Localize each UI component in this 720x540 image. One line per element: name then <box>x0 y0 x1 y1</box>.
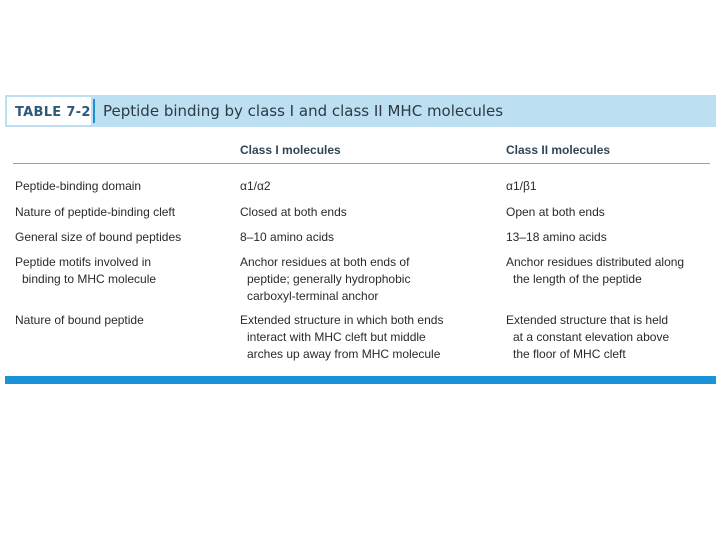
table-bottom-bar <box>5 376 716 384</box>
cell-line: Anchor residues at both ends of <box>240 255 410 269</box>
column-header-class-i: Class I molecules <box>240 143 341 157</box>
table-title: Peptide binding by class I and class II MHC molecules <box>103 102 504 120</box>
table-title-bar <box>5 95 716 127</box>
row-4-class-i <box>240 254 410 305</box>
row-2-class-i <box>240 204 347 221</box>
cell-line: Closed at both ends <box>240 205 347 219</box>
row-3-class-ii <box>506 229 607 246</box>
title-divider <box>93 99 95 123</box>
cell-line: α1/α2 <box>240 179 271 193</box>
cell-line: Open at both ends <box>506 205 605 219</box>
row-1-class-i <box>240 178 271 195</box>
row-1-feature <box>15 178 141 195</box>
cell-line: 13–18 amino acids <box>506 230 607 244</box>
row-1-class-ii <box>506 178 537 195</box>
row-5-class-ii <box>506 312 669 363</box>
table-label-box <box>7 97 91 125</box>
cell-line: Peptide motifs involved in <box>15 255 152 269</box>
cell-line: peptide; generally hydrophobic <box>247 272 411 286</box>
cell-line: 8–10 amino acids <box>240 230 335 244</box>
cell-line: interact with MHC cleft but middle <box>247 330 426 344</box>
header-rule <box>13 163 710 164</box>
cell-line: Peptide-binding domain <box>15 179 142 193</box>
cell-line: carboxyl-terminal anchor <box>247 289 379 303</box>
cell-line: α1/β1 <box>506 179 537 193</box>
column-header-class-ii: Class II molecules <box>506 143 611 157</box>
row-3-class-i <box>240 229 334 246</box>
row-2-class-ii <box>506 204 605 221</box>
cell-line: the length of the peptide <box>513 272 642 286</box>
cell-line: binding to MHC molecule <box>22 272 157 286</box>
cell-line: arches up away from MHC molecule <box>247 347 441 361</box>
table-label: TABLE 7-2 <box>15 105 91 120</box>
cell-line: Extended structure that is held <box>506 313 669 327</box>
cell-line: Nature of bound peptide <box>15 313 144 327</box>
cell-line: General size of bound peptides <box>15 230 182 244</box>
row-5-feature <box>15 312 144 329</box>
row-4-feature <box>15 254 156 288</box>
cell-line: at a constant elevation above <box>513 330 670 344</box>
cell-line: Anchor residues distributed along <box>506 255 685 269</box>
cell-line: Extended structure in which both ends <box>240 313 444 327</box>
row-4-class-ii <box>506 254 684 288</box>
row-3-feature <box>15 229 181 246</box>
cell-line: the floor of MHC cleft <box>513 347 626 361</box>
cell-line: Nature of peptide-binding cleft <box>15 205 176 219</box>
table-figure <box>5 95 716 385</box>
row-2-feature <box>15 204 175 221</box>
row-5-class-i <box>240 312 443 363</box>
